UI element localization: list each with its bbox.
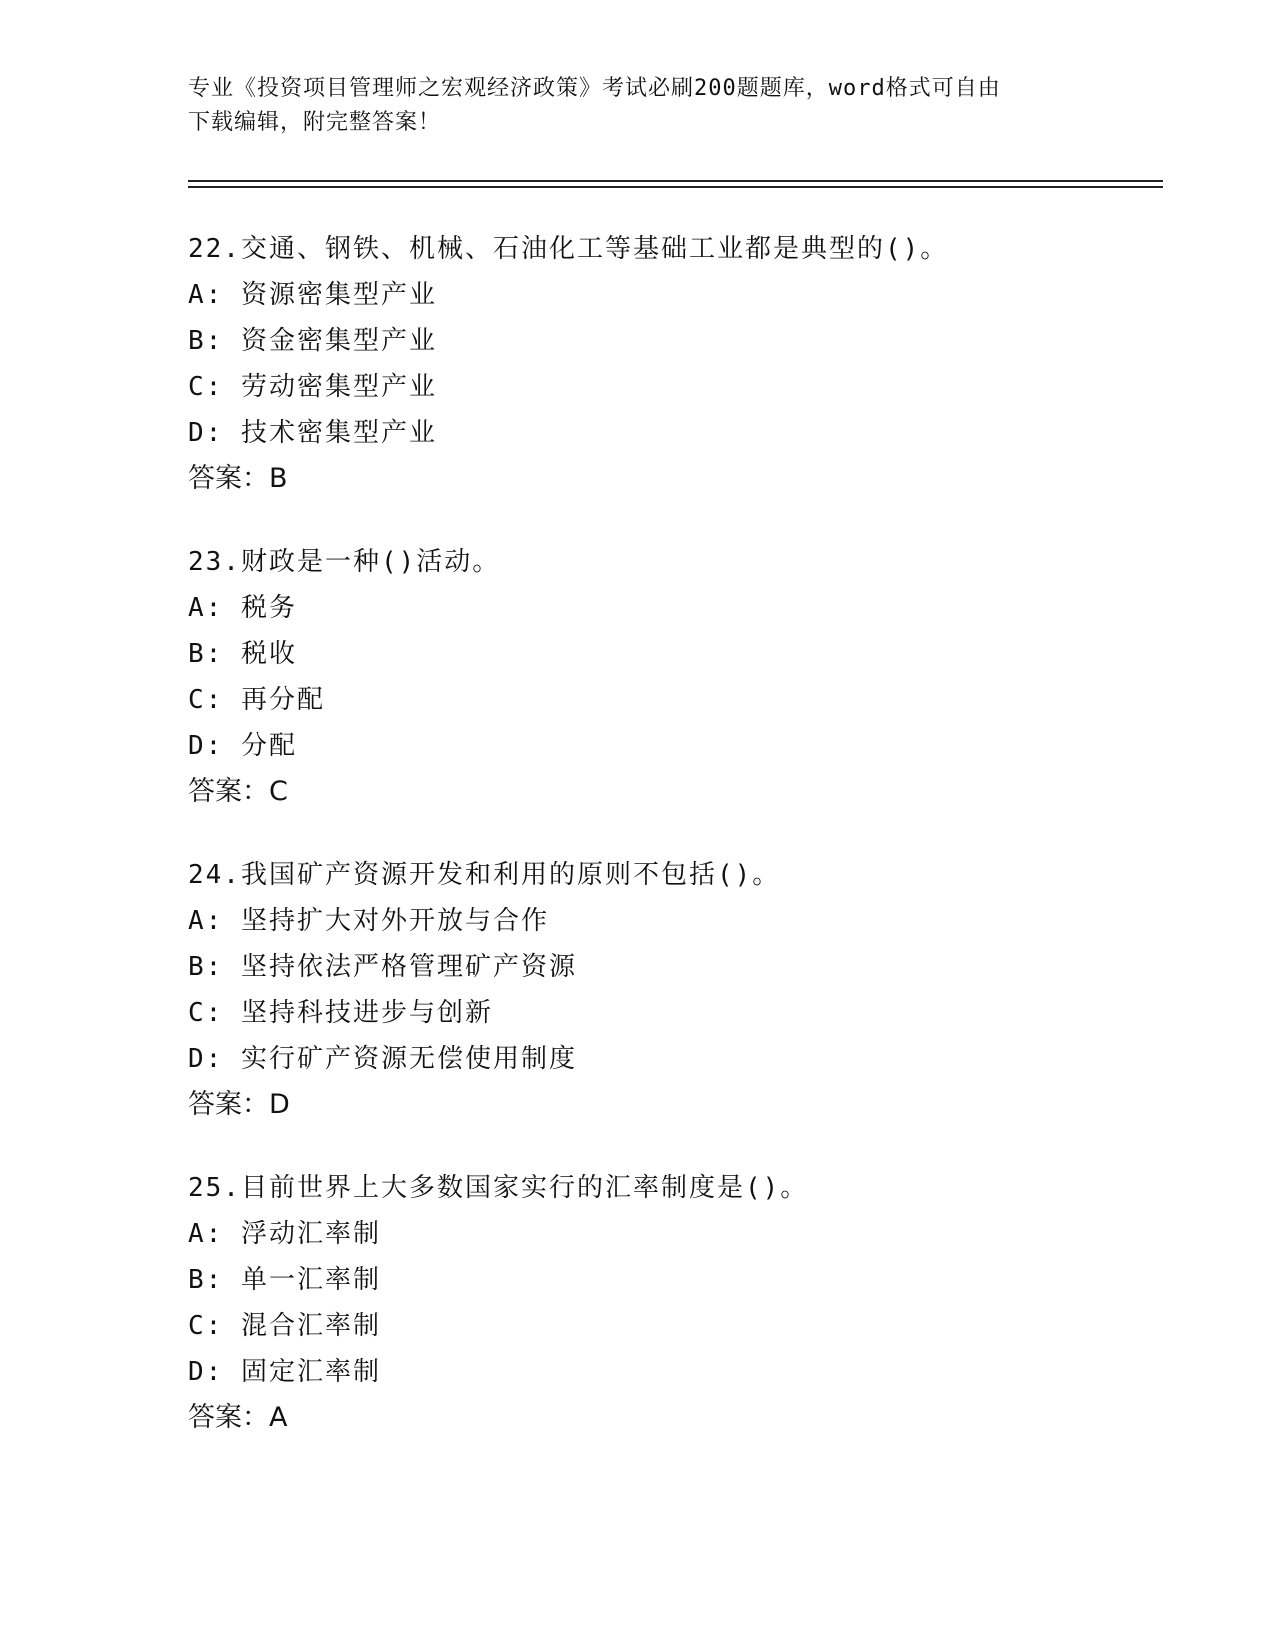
header-line-1: 专业《投资项目管理师之宏观经济政策》考试必刷200题题库，word格式可自由 xyxy=(188,76,1001,101)
option-c: C: 再分配 xyxy=(188,685,325,715)
header-divider-bottom xyxy=(188,186,1163,188)
document-header xyxy=(188,72,1088,140)
option-b: B: 税收 xyxy=(188,639,297,669)
option-d: D: 实行矿产资源无偿使用制度 xyxy=(188,1044,577,1074)
question-22 xyxy=(188,226,1168,502)
option-a: A: 资源密集型产业 xyxy=(188,280,437,310)
option-c: C: 劳动密集型产业 xyxy=(188,372,437,402)
question-23 xyxy=(188,539,1168,815)
answer-line: 答案：B xyxy=(188,463,288,494)
question-stem: 23.财政是一种()活动。 xyxy=(188,547,501,577)
option-c: C: 混合汇率制 xyxy=(188,1311,381,1341)
option-d: D: 技术密集型产业 xyxy=(188,418,437,448)
option-a: A: 税务 xyxy=(188,593,297,623)
answer-line: 答案：D xyxy=(188,1089,290,1120)
header-line-2: 下载编辑，附完整答案！ xyxy=(188,110,442,135)
answer-line: 答案：C xyxy=(188,776,288,807)
option-d: D: 固定汇率制 xyxy=(188,1357,381,1387)
option-c: C: 坚持科技进步与创新 xyxy=(188,998,493,1028)
option-b: B: 坚持依法严格管理矿产资源 xyxy=(188,952,577,982)
header-divider-top xyxy=(188,180,1163,182)
question-stem: 24.我国矿产资源开发和利用的原则不包括()。 xyxy=(188,860,781,890)
answer-line: 答案：A xyxy=(188,1402,288,1433)
option-b: B: 单一汇率制 xyxy=(188,1265,381,1295)
question-24 xyxy=(188,852,1168,1128)
option-a: A: 浮动汇率制 xyxy=(188,1219,381,1249)
question-25 xyxy=(188,1165,1168,1441)
option-a: A: 坚持扩大对外开放与合作 xyxy=(188,906,549,936)
option-d: D: 分配 xyxy=(188,731,297,761)
question-stem: 22.交通、钢铁、机械、石油化工等基础工业都是典型的()。 xyxy=(188,234,949,264)
option-b: B: 资金密集型产业 xyxy=(188,326,437,356)
question-stem: 25.目前世界上大多数国家实行的汇率制度是()。 xyxy=(188,1173,809,1203)
